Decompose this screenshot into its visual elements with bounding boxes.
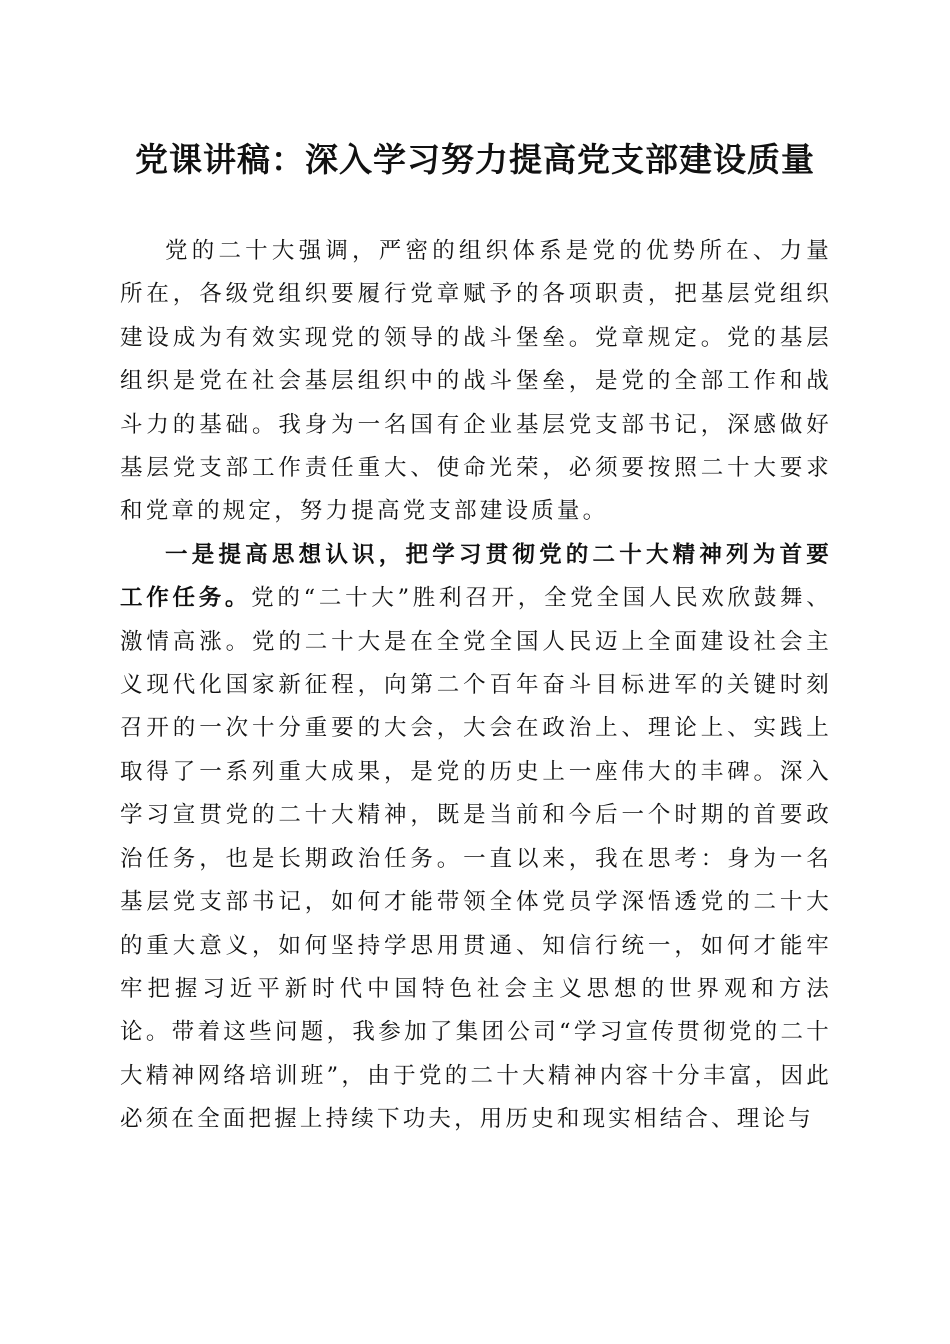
paragraph-lead-heading: 一是提高思想认识，把学习贯彻党的二十大精神列为首要工作任务。 bbox=[120, 541, 832, 612]
paragraph-text: 党的“二十大”胜利召开，全党全国人民欢欣鼓舞、激情高涨。党的二十大是在全党全国人民迈上全面建设社会主义现代化国家新征程，向第二个百年奋斗目标进军的关键时刻召开的一次十分重要的大会，大会在政治上、理论上、实践上取得了一系列重大成果，是党的历史上一座伟大的丰碑。深入学习宣贯党的二十大精神，既是当前和今后一个时期的首要政治任务，也是长期政治任务。一直以来，我在思考：身为一名基层党支部书记，如何才能带领全体党员学深悟透党的二十大的重大意义，如何坚持学思用贯通、知信行统一，如何才能牢牢把握习近平新时代中国特色社会主义思想的世界观和方法论。带着这些问题，我参加了集团公司“学习宣传贯彻党的二十大精神网络培训班”，由于党的二十大精神内容十分丰富，因此必须在全面把握上持续下功夫，用历史和现实相结合、理论与 bbox=[120, 585, 832, 1133]
document-body bbox=[120, 230, 832, 1142]
paragraph-intro bbox=[120, 230, 832, 534]
paragraph-text: 党的二十大强调，严密的组织体系是党的优势所在、力量所在，各级党组织要履行党章赋予的各项职责，把基层党组织建设成为有效实现党的领导的战斗堡垒。党章规定。党的基层组织是党在社会基层组织中的战斗堡垒，是党的全部工作和战斗力的基础。我身为一名国有企业基层党支部书记，深感做好基层党支部工作责任重大、使命光荣，必须要按照二十大要求和党章的规定，努力提高党支部建设质量。 bbox=[120, 238, 832, 525]
document-title: 党课讲稿：深入学习努力提高党支部建设质量 bbox=[135, 140, 815, 179]
paragraph-point-one bbox=[120, 534, 832, 1142]
